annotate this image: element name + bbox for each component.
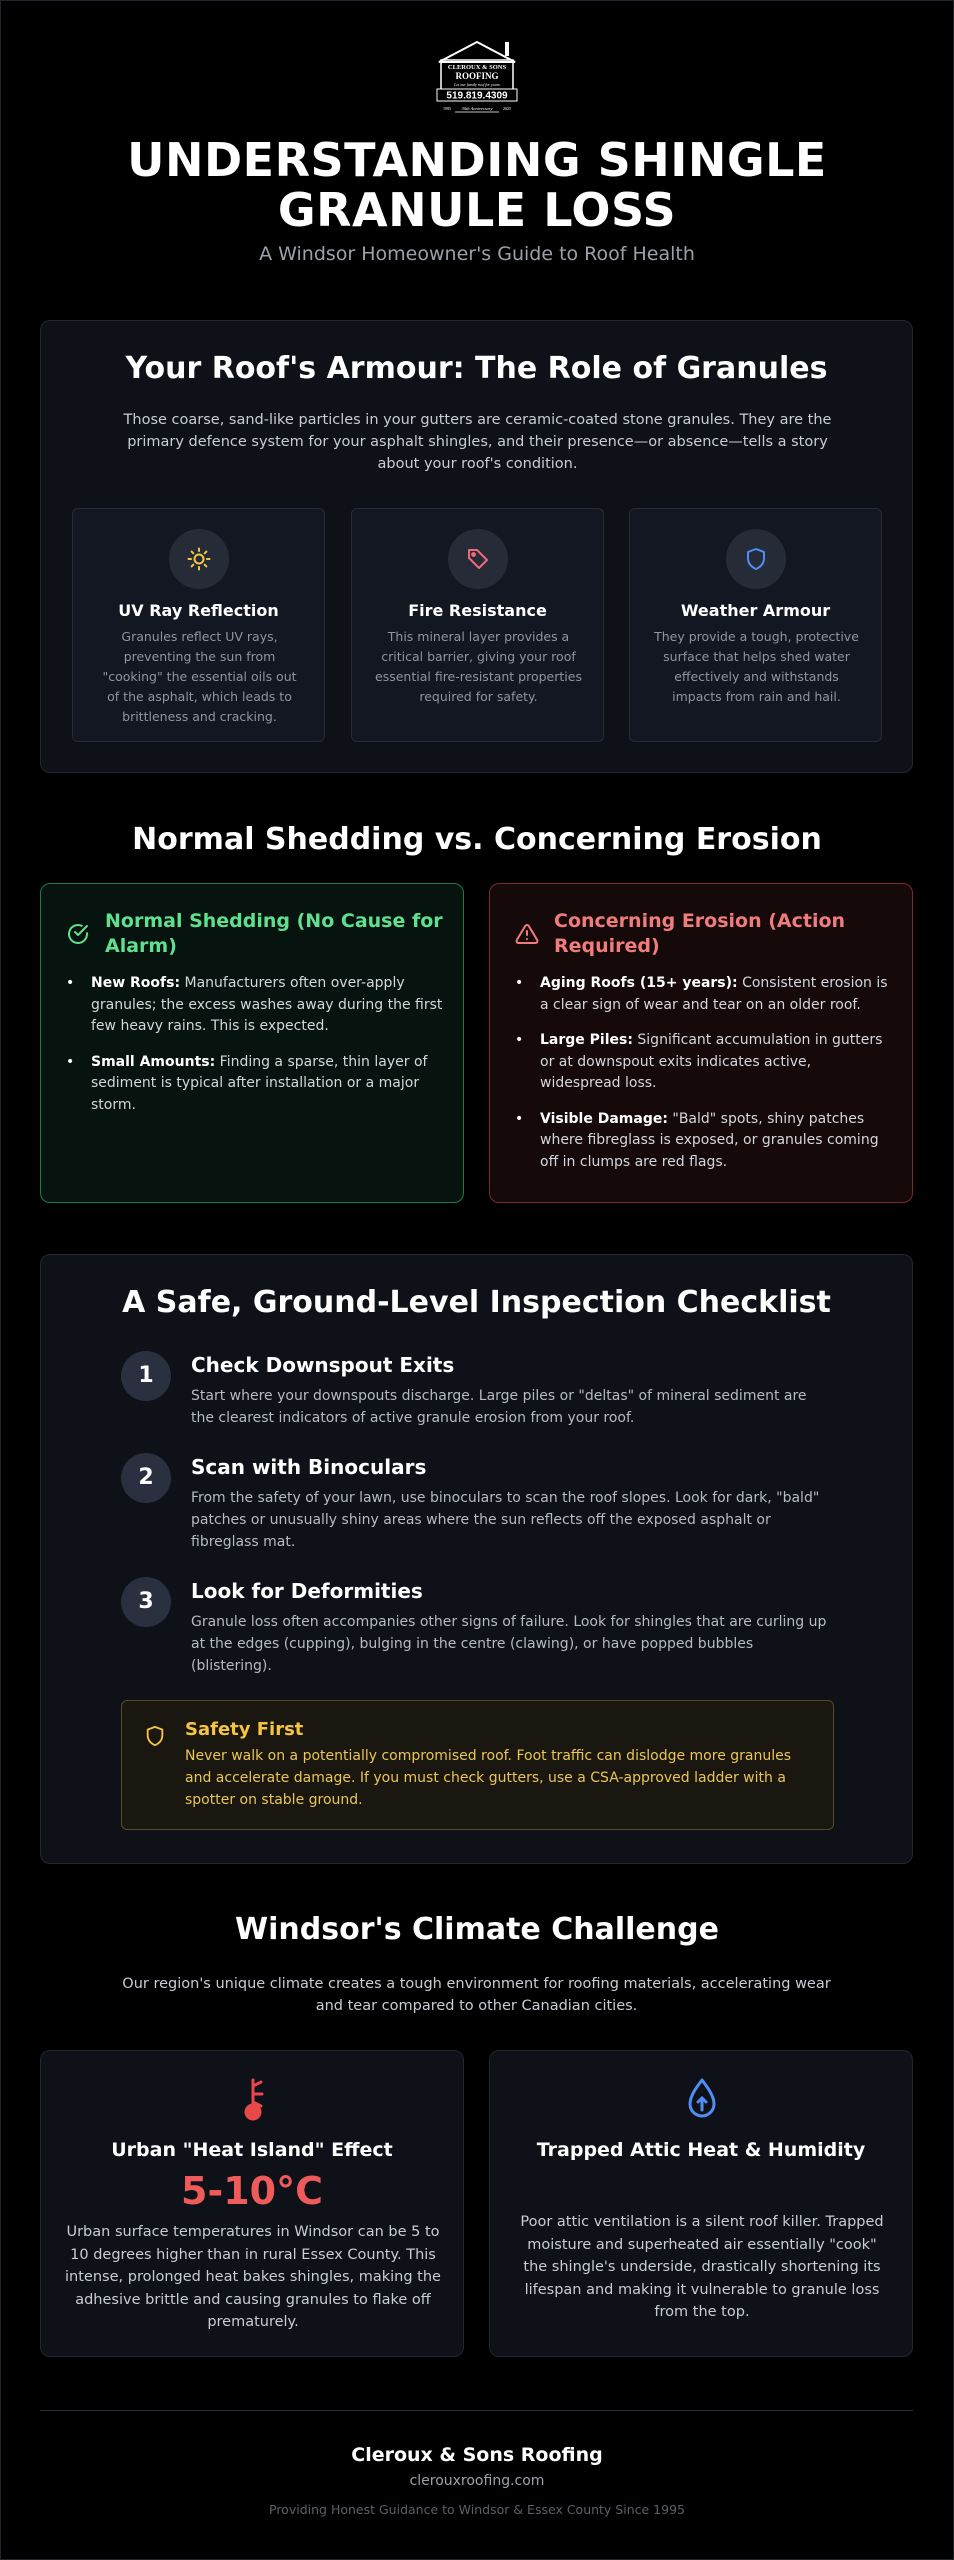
item-label: Visible Damage: (540, 1110, 668, 1127)
card-description: Poor attic ventilation is a silent roof killer. Trapped moisture and superheated air essentially "cook" the shingle's underside, drastically shortening its lifespan and making it vulnerable to granule loss from the top. (520, 2214, 884, 2320)
section-intro: Our region's unique climate creates a tough environment for roofing materials, accelerating wear and tear compared to other Canadian cities. (122, 1976, 831, 2014)
step-number: 2 (121, 1453, 171, 1503)
item-text: "Bald" spots, shiny patches where fibreglass is exposed, or granules coming off in clumps are red flags. (540, 1110, 879, 1170)
section-intro: Those coarse, sand-like particles in your gutters are ceramic-coated stone granules. They are the primary defence system for your asphalt shingles, and their presence—or absence—tells a story about your roof's condition. (123, 412, 832, 472)
list-item (515, 1109, 895, 1174)
card-heading: Urban "Heat Island" Effect (111, 2139, 393, 2161)
page-title-line-2: GRANULE LOSS (277, 183, 677, 237)
item-text: Consistent erosion is a clear sign of wear and tear on an older roof. (540, 975, 888, 1013)
page-title (0, 135, 954, 235)
section-title: Windsor's Climate Challenge (235, 1912, 719, 1947)
shield-icon (726, 529, 786, 589)
card-description: Urban surface temperatures in Windsor can be 5 to 10 degrees higher than in rural Essex County. This intense, prolonged heat bakes shingles, making the adhesive brittle and causing granules to flake off prematurely. (65, 2224, 441, 2330)
logo-phone: 519.819.4309 (446, 90, 508, 102)
step-title: Scan with Binoculars (191, 1455, 427, 1479)
shield-icon (144, 1725, 166, 1747)
card-heading: Trapped Attic Heat & Humidity (536, 2139, 866, 2161)
inspection-checklist-card (40, 1254, 913, 1864)
item-label: Small Amounts: (91, 1053, 216, 1070)
item-label: Large Piles: (540, 1032, 633, 1048)
thermometer-icon (235, 2076, 271, 2124)
page-subtitle: A Windsor Homeowner's Guide to Roof Health (259, 243, 695, 265)
footer-divider (40, 2410, 913, 2411)
card-heading: Normal Shedding (No Cause for Alarm) (105, 910, 443, 957)
feature-title: Fire Resistance (408, 601, 547, 620)
feature-description: They provide a tough, protective surface that helps shed water effectively and withstands impacts from rain and hail. (654, 629, 859, 704)
item-label: Aging Roofs (15+ years): (540, 975, 738, 991)
feature-description: Granules reflect UV rays, preventing the sun from "cooking" the essential oils out of the asphalt, which leads to brittleness and cracking. (102, 629, 297, 724)
feature-title: Weather Armour (680, 601, 831, 620)
logo-text: 2025 (503, 106, 511, 111)
concerning-erosion-list (515, 973, 895, 1187)
feature-description: This mineral layer provides a critical barrier, giving your roof essential fire-resistant properties required for safety. (375, 629, 582, 704)
temperature-stat: 5-10°C (181, 2169, 323, 2213)
feature-card-fire (351, 508, 604, 742)
list-item (66, 1052, 446, 1117)
concerning-erosion-card (489, 883, 913, 1203)
step-description: From the safety of your lawn, use binoculars to scan the roof slopes. Look for dark, "bald" patches or unusually shiny areas where the sun reflects off the exposed asphalt or fibreglass mat. (191, 1490, 820, 1550)
step-description: Start where your downspouts discharge. Large piles or "deltas" of mineral sediment are the clearest indicators of active granule erosion from your roof. (191, 1388, 807, 1426)
footer-company-name: Cleroux & Sons Roofing (351, 2444, 603, 2466)
step-title: Check Downspout Exits (191, 1353, 455, 1377)
item-text: Manufacturers often over-apply granules; the excess washes away during the first few heavy rains. This is expected. (91, 975, 443, 1034)
safety-title: Safety First (185, 1719, 304, 1740)
heat-island-card (40, 2050, 464, 2357)
check-circle-icon (66, 922, 90, 946)
footer-tagline: Providing Honest Guidance to Windsor & Essex County Since 1995 (269, 2502, 685, 2517)
section-title: Normal Shedding vs. Concerning Erosion (132, 822, 822, 857)
list-item (515, 1030, 895, 1095)
step-title: Look for Deformities (191, 1579, 423, 1603)
list-item (515, 973, 895, 1016)
item-text: Significant accumulation in gutters or at downspout exits indicates active, widespread loss. (540, 1032, 883, 1091)
section-title: A Safe, Ground-Level Inspection Checklist (122, 1285, 831, 1320)
warning-triangle-icon (515, 922, 539, 946)
footer-website-link[interactable]: clerouxroofing.com (409, 2473, 545, 2489)
logo-text: 30th Anniversary (461, 106, 493, 111)
step-number: 1 (121, 1351, 171, 1401)
logo-text: ROOFING (455, 71, 499, 81)
card-heading: Concerning Erosion (Action Required) (554, 910, 846, 957)
humidity-icon (684, 2076, 720, 2124)
item-label: New Roofs: (91, 975, 181, 991)
safety-text: Never walk on a potentially compromised roof. Foot traffic can dislodge more granules and accelerate damage. If you must check gutters, use a CSA-approved ladder with a spotter on stable ground. (185, 1748, 792, 1808)
safety-callout (121, 1700, 834, 1830)
normal-shedding-list (66, 973, 446, 1130)
company-logo[interactable] (433, 38, 521, 120)
list-item (66, 973, 446, 1038)
feature-card-weather (629, 508, 882, 742)
page-title-line-1: UNDERSTANDING SHINGLE (127, 133, 827, 187)
attic-heat-card (489, 2050, 913, 2357)
sun-icon (169, 529, 229, 589)
item-text: Finding a sparse, thin layer of sediment is typical after installation or a major storm. (91, 1053, 428, 1113)
logo-text: Let our family roof for yours (454, 82, 500, 87)
granules-role-card (40, 320, 913, 773)
step-description: Granule loss often accompanies other signs of failure. Look for shingles that are curling up at the edges (cupping), bulging in the centre (clawing), or have popped bubbles (blistering). (191, 1614, 827, 1674)
tag-icon (448, 529, 508, 589)
logo-text: CLEROUX & SONS (447, 64, 507, 71)
feature-card-uv (72, 508, 325, 742)
feature-title: UV Ray Reflection (118, 601, 279, 620)
logo-text: 1995 (443, 106, 451, 111)
normal-shedding-card (40, 883, 464, 1203)
step-number: 3 (121, 1577, 171, 1627)
section-title: Your Roof's Armour: The Role of Granules (125, 351, 828, 386)
